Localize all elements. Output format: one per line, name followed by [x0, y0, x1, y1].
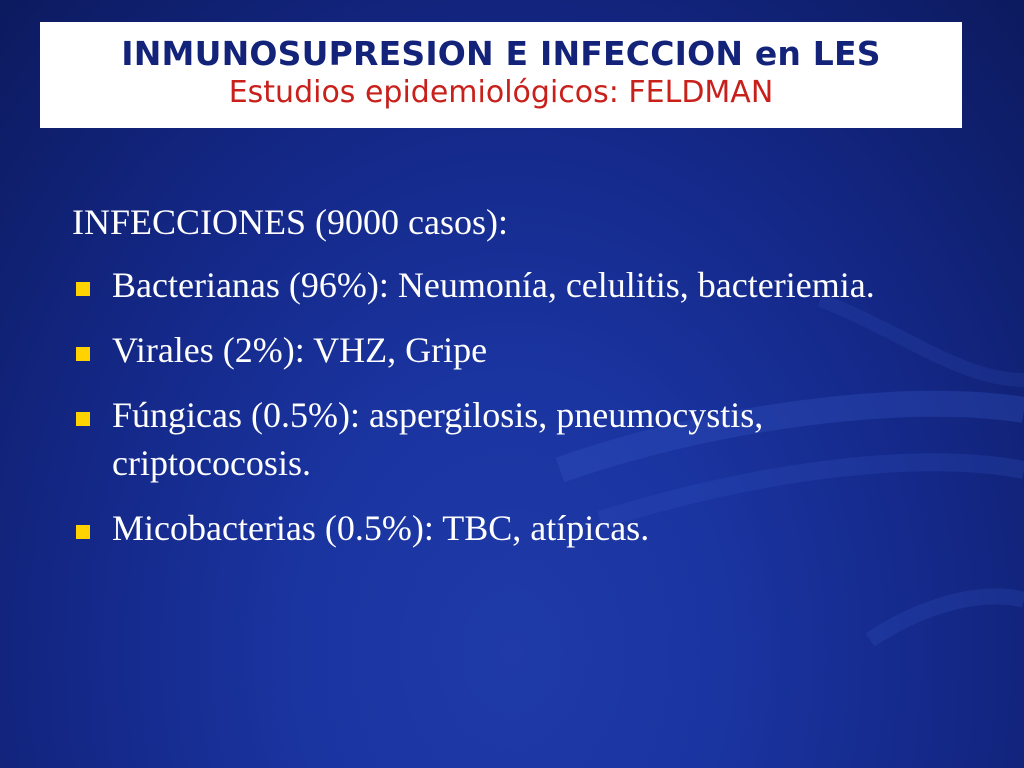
- square-bullet-icon: [76, 347, 90, 361]
- slide-content: [72, 198, 952, 569]
- bullet-text: Bacterianas (96%): Neumonía, celulitis, bacteriemia.: [112, 265, 875, 305]
- bullet-text: Fúngicas (0.5%): aspergilosis, pneumocystis, criptococosis.: [112, 395, 764, 483]
- infections-heading: INFECCIONES (9000 casos):: [72, 202, 508, 242]
- bullet-text: Virales (2%): VHZ, Gripe: [112, 330, 488, 370]
- bullet-list: [72, 261, 952, 552]
- list-item: [72, 504, 952, 552]
- title-box: [40, 22, 962, 128]
- slide-subtitle: Estudios epidemiológicos: FELDMAN: [228, 75, 774, 110]
- slide-title: INMUNOSUPRESION E INFECCION en LES: [121, 34, 881, 73]
- square-bullet-icon: [76, 525, 90, 539]
- square-bullet-icon: [76, 282, 90, 296]
- square-bullet-icon: [76, 412, 90, 426]
- list-item: [72, 326, 952, 374]
- list-item: [72, 261, 952, 309]
- bullet-text: Micobacterias (0.5%): TBC, atípicas.: [112, 508, 650, 548]
- list-item: [72, 391, 952, 487]
